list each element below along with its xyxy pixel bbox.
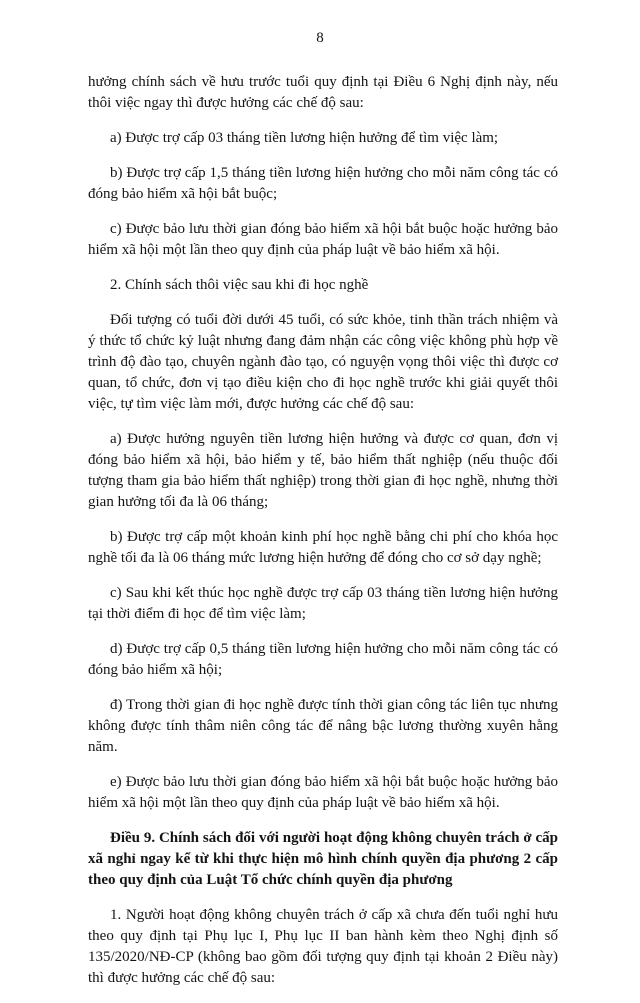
- section-heading-2: 2. Chính sách thôi việc sau khi đi học nghề: [110, 277, 369, 293]
- paragraph-continuation: hưởng chính sách về hưu trước tuổi quy định tại Điều 6 Nghị định này, nếu thôi việc ngay thì được hưởng các chế độ sau:: [88, 74, 558, 111]
- paragraph-item-c: c) Được bảo lưu thời gian đóng bảo hiểm xã hội bắt buộc hoặc hưởng bảo hiểm xã hội một lần theo quy định của pháp luật về bảo hiểm xã hội.: [88, 221, 558, 258]
- paragraph-item-e: e) Được bảo lưu thời gian đóng bảo hiểm xã hội bắt buộc hoặc hưởng bảo hiểm xã hội một lần theo quy định của pháp luật về bảo hiểm xã hội.: [88, 774, 558, 811]
- paragraph-clause-1: 1. Người hoạt động không chuyên trách ở cấp xã chưa đến tuổi nghỉ hưu theo quy định tại Phụ lục I, Phụ lục II ban hành kèm theo Nghị định số 135/2020/NĐ-CP (không bao gồm đối tượng quy định tại khoản 2 Điều này) thì được hưởng các chế độ sau:: [88, 907, 558, 986]
- page-number: 8: [316, 30, 324, 46]
- article-9-heading: Điều 9. Chính sách đối với người hoạt động không chuyên trách ở cấp xã nghỉ ngay kể từ khi thực hiện mô hình chính quyền địa phương 2 cấp theo quy định của Luật Tổ chức chính quyền địa phương: [88, 830, 558, 888]
- paragraph-item-c: c) Sau khi kết thúc học nghề được trợ cấp 03 tháng tiền lương hiện hưởng tại thời điểm đi học để tìm việc làm;: [88, 585, 558, 622]
- paragraph-eligibility: Đối tượng có tuổi đời dưới 45 tuổi, có sức khỏe, tinh thần trách nhiệm và ý thức tổ chức kỷ luật nhưng đang đảm nhận các công việc không phù hợp về trình độ đào tạo, chuyên ngành đào tạo, có nguyện vọng thôi việc thì được cơ quan, tổ chức, đơn vị tạo điều kiện cho đi học nghề trước khi giải quyết thôi việc, tự tìm việc làm mới, được hưởng các chế độ sau:: [88, 312, 558, 412]
- paragraph-item-b: b) Được trợ cấp một khoản kinh phí học nghề bằng chi phí cho khóa học nghề tối đa là 06 tháng mức lương hiện hưởng để đóng cho cơ sở dạy nghề;: [88, 529, 558, 566]
- paragraph-item-d: d) Được trợ cấp 0,5 tháng tiền lương hiện hưởng cho mỗi năm công tác có đóng bảo hiểm xã hội;: [88, 641, 558, 678]
- paragraph-item-b: b) Được trợ cấp 1,5 tháng tiền lương hiện hưởng cho mỗi năm công tác có đóng bảo hiểm xã hội bắt buộc;: [88, 165, 558, 202]
- paragraph-item-a: a) Được trợ cấp 03 tháng tiền lương hiện hưởng để tìm việc làm;: [110, 130, 499, 146]
- paragraph-item-a: a) Được hưởng nguyên tiền lương hiện hưởng và được cơ quan, đơn vị đóng bảo hiểm xã hội, bảo hiểm y tế, bảo hiểm thất nghiệp (nếu thuộc đối tượng tham gia bảo hiểm thất nghiệp) trong thời gian đi học nghề, nhưng thời gian hưởng tối đa là 06 tháng;: [88, 431, 558, 510]
- document-body: [88, 72, 558, 1003]
- paragraph-item-dd: đ) Trong thời gian đi học nghề được tính thời gian công tác liên tục nhưng không được tính thâm niên công tác để nâng bậc lương thường xuyên hằng năm.: [88, 697, 558, 755]
